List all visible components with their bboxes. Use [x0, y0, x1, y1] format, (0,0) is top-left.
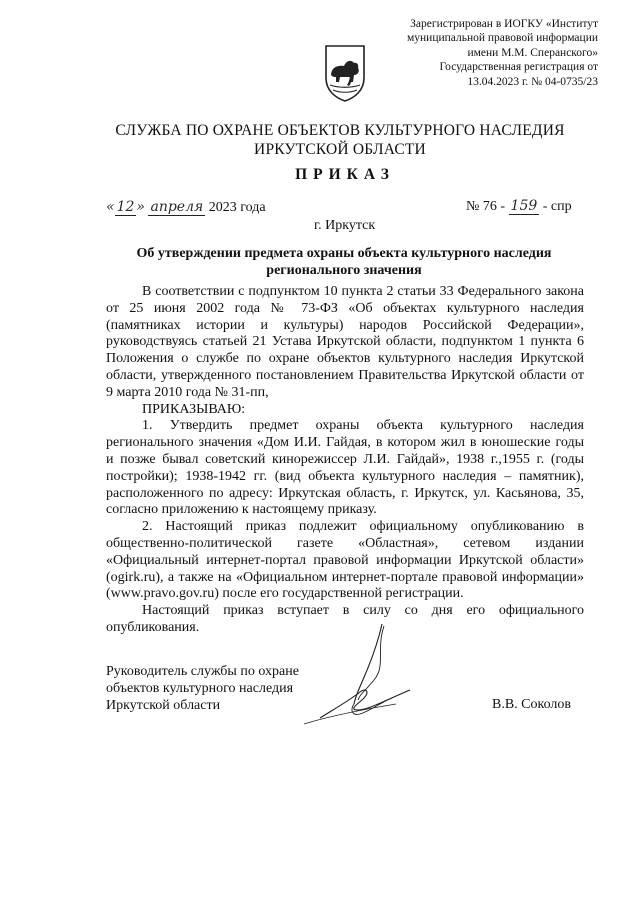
order-number-handwritten: 159	[510, 198, 538, 214]
document-type-title: ПРИКАЗ	[295, 166, 395, 183]
date-month-handwritten: апреля	[150, 199, 204, 215]
order-number-suffix: - спр	[542, 199, 572, 214]
text-line: руководствуясь статьей 21 Устава Иркутской области, подпунктом 1 пункта 6	[106, 334, 584, 350]
text-line: (www.pravo.gov.ru) после его государственной регистрации.	[106, 586, 464, 602]
order-number-prefix: № 76 -	[466, 199, 506, 214]
text-line: и позже бывал советский кинорежиссер Л.И. Гайдай», 1938 г.,1955 г. (годы	[106, 451, 584, 467]
order-number	[466, 199, 572, 215]
registration-stamp-line: муниципальной правовой информации	[406, 32, 598, 45]
registration-stamp-line: 13.04.2023 г. № 04-0735/23	[467, 75, 598, 88]
date-day-handwritten: 12	[116, 199, 135, 215]
date-close-quote: »	[136, 199, 145, 215]
text-line: регионального значения «Дом И.И. Гайдая, в котором жил в юношеские годы	[106, 435, 584, 451]
registration-stamp-line: Государственная регистрация от	[439, 61, 598, 74]
order-date	[106, 199, 266, 216]
text-line: от 25 июня 2002 года № 73-ФЗ «Об объектах культурного наследия	[106, 300, 584, 316]
text-line: опубликования.	[106, 619, 200, 635]
registration-stamp-line: имени М.М. Сперанского»	[467, 46, 598, 59]
order-word	[106, 402, 584, 419]
signatory-title-line: Руководитель службы по охране	[106, 664, 299, 679]
text-line: расположенного по адресу: Иркутская область, г. Иркутск, ул. Касьянова, 35,	[106, 485, 584, 501]
registration-stamp	[378, 17, 598, 89]
signatory-title-line: объектов культурного наследия	[106, 681, 294, 696]
agency-name-line: СЛУЖБА ПО ОХРАНЕ ОБЪЕКТОВ КУЛЬТУРНОГО НАСЛЕДИЯ	[115, 122, 565, 139]
text-line: «Официальный интернет-портал правовой информации Иркутской области»	[106, 552, 584, 568]
item-1-paragraph	[106, 418, 584, 519]
item-2-paragraph	[106, 519, 584, 603]
text-line: общественно-политической газете «Областная», сетевом издании	[106, 535, 584, 551]
agency-name-line: ИРКУТСКОЙ ОБЛАСТИ	[254, 141, 426, 158]
order-subject-line: регионального значения	[266, 263, 422, 278]
order-body	[106, 284, 584, 637]
order-subject	[110, 245, 578, 279]
text-line: Настоящий приказ вступает в силу со дня его официального	[142, 603, 584, 619]
text-line: согласно приложению к настоящему приказу.	[106, 502, 377, 518]
text-line: 1. Утвердить предмет охраны объекта культурного наследия	[142, 418, 584, 434]
text-line: ПРИКАЗЫВАЮ:	[142, 401, 246, 417]
text-line: В соответствии с подпунктом 10 пункта 2 статьи 33 Федерального закона	[142, 284, 584, 299]
text-line: области, утвержденного постановлением Правительства Иркутской области от	[106, 367, 584, 383]
text-line: (ogirk.ru), а также на «Официальном интернет-портале правовой информации»	[106, 569, 584, 585]
signatory-title-line: Иркутской области	[106, 698, 221, 713]
date-year: 2023 года	[208, 200, 266, 215]
preamble-paragraph	[106, 284, 584, 402]
text-line: (памятниках истории и культуры) народов Российской Федерации»,	[106, 317, 584, 333]
text-line: Положения о службе по охране объектов культурного наследия Иркутской	[106, 351, 584, 367]
city: г. Иркутск	[314, 218, 376, 233]
date-open-quote: «	[106, 199, 115, 215]
registration-stamp-line: Зарегистрирован в ИОГКУ «Институт	[410, 18, 598, 30]
handwritten-signature-icon	[300, 620, 420, 730]
agency-name	[100, 121, 580, 159]
order-subject-line: Об утверждении предмета охраны объекта культурного наследия	[136, 246, 552, 261]
text-line: 2. Настоящий приказ подлежит официальному опубликованию в	[142, 519, 584, 535]
text-line: 9 марта 2010 года № 31-пп,	[106, 384, 269, 400]
text-line: постройки); 1938-1942 гг. (вид объекта культурного наследия – памятник),	[106, 468, 584, 484]
irkutsk-coat-of-arms-icon	[323, 44, 367, 102]
signatory-name: В.В. Соколов	[492, 697, 572, 712]
